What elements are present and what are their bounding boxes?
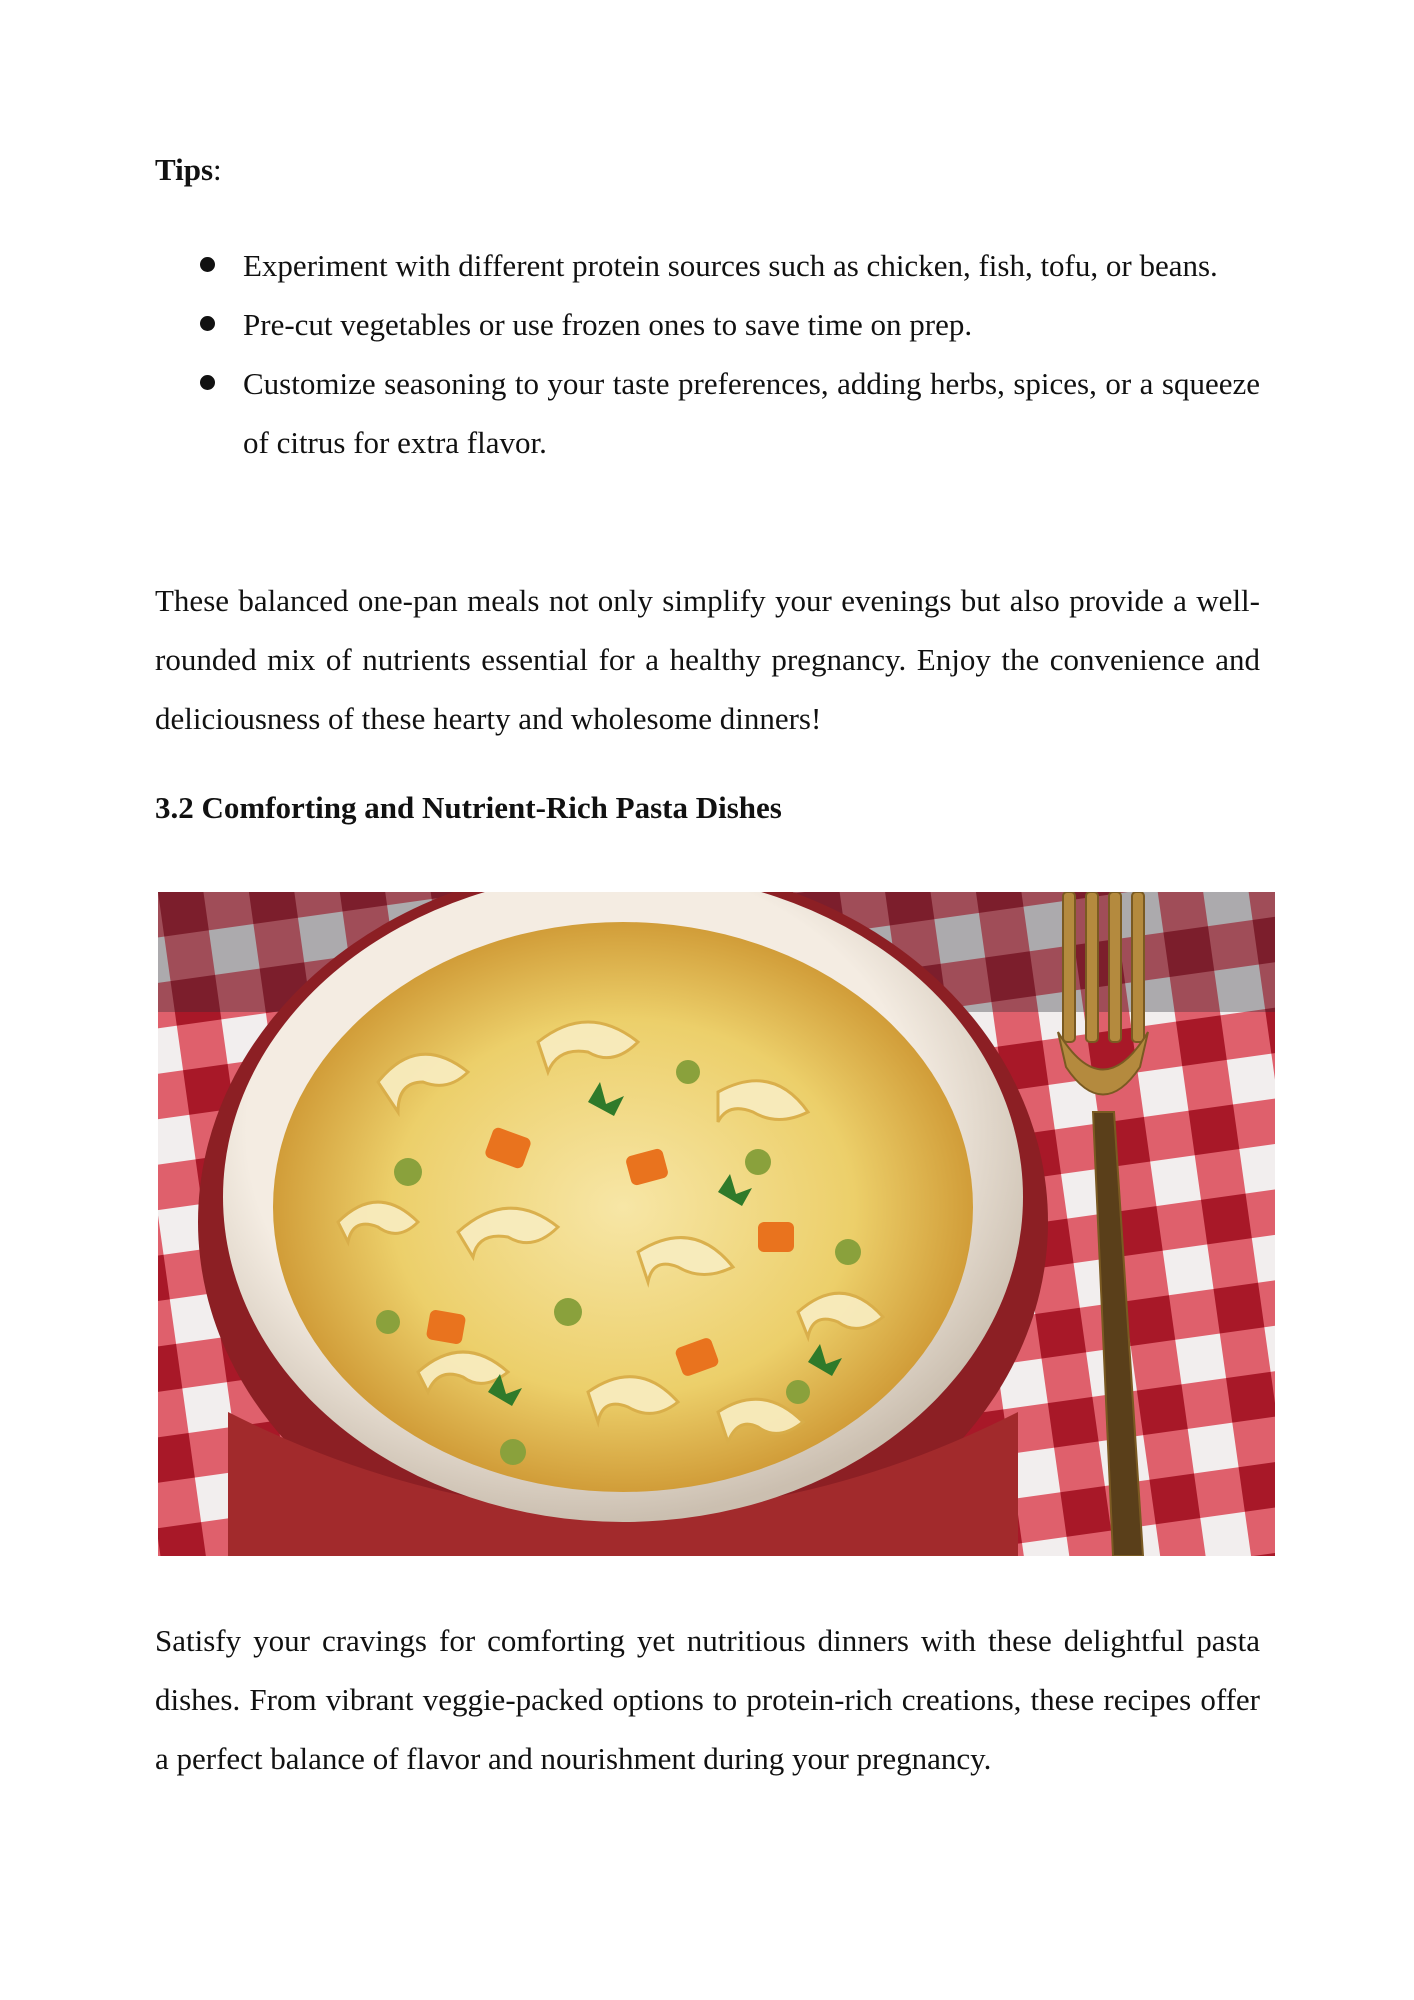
tips-heading <box>155 152 222 188</box>
tip-text: Experiment with different protein sources such as chicken, fish, tofu, or beans. <box>243 248 1218 283</box>
section-title: 3.2 Comforting and Nutrient-Rich Pasta Dishes <box>155 790 782 825</box>
summary-paragraph: These balanced one-pan meals not only simplify your evenings but also provide a well-rounded mix of nutrients essential for a healthy pregnancy. Enjoy the convenience and deliciousness of these hearty and wholesome dinners! <box>155 583 1260 736</box>
tip-text: Pre-cut vegetables or use frozen ones to save time on prep. <box>243 307 973 342</box>
bullet-icon <box>200 375 215 390</box>
tips-heading-colon: : <box>213 152 222 187</box>
list-item <box>155 236 1260 295</box>
bullet-icon <box>200 316 215 331</box>
list-item <box>155 354 1260 472</box>
tips-heading-label: Tips <box>155 152 214 187</box>
pasta-bowl-photo <box>158 892 1275 1556</box>
list-item <box>155 295 1260 354</box>
tip-text: Customize seasoning to your taste preferences, adding herbs, spices, or a squeeze of citrus for extra flavor. <box>243 366 1260 460</box>
bullet-icon <box>200 257 215 272</box>
tips-list <box>155 236 1260 472</box>
intro-paragraph: Satisfy your cravings for comforting yet nutritious dinners with these delightful pasta dishes. From vibrant veggie-packed options to protein-rich creations, these recipes offer a perfect balance of flavor and nourishment during your pregnancy. <box>155 1623 1260 1776</box>
